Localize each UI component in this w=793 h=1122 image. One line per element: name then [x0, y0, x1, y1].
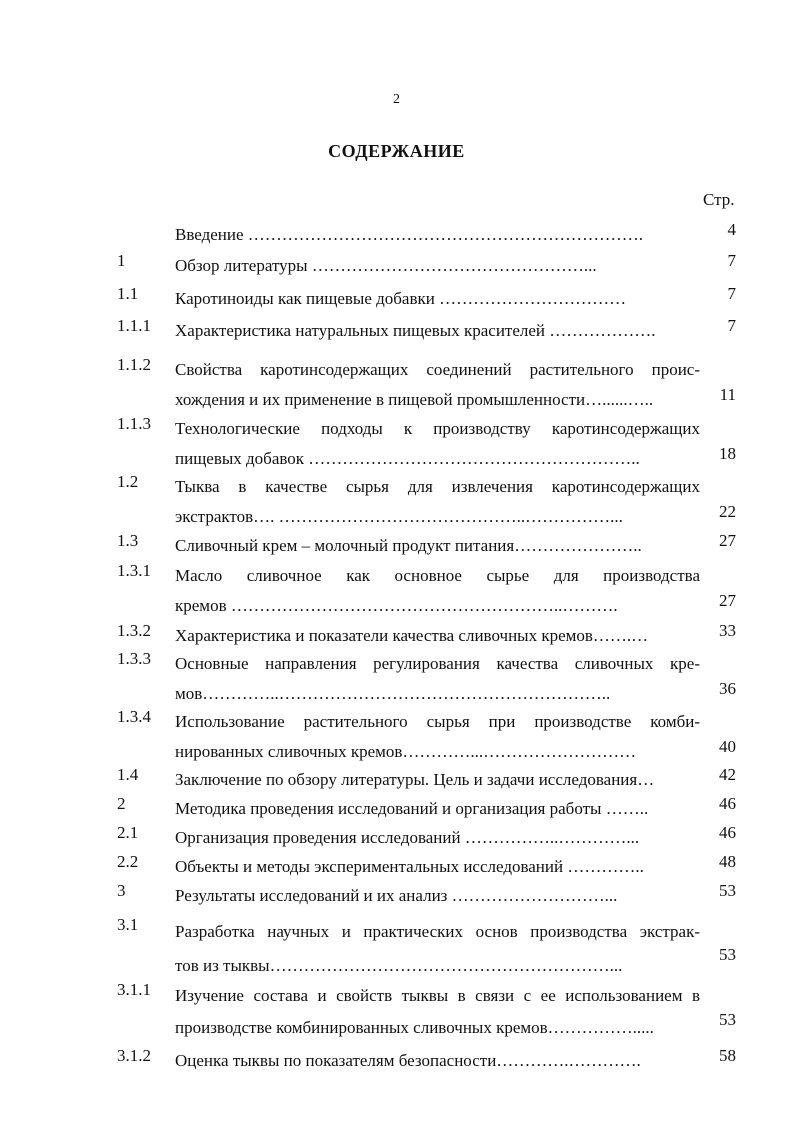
toc-entry-page: 53	[719, 881, 736, 900]
toc-entry-number: 1.1.3	[117, 414, 151, 433]
toc-entry-title: Характеристика натуральных пищевых красителей ……………….	[175, 321, 656, 340]
toc-entry-number: 3.1	[117, 915, 139, 934]
toc-entry-page: 22	[719, 502, 736, 521]
toc-entry-page: 18	[719, 444, 736, 463]
toc-entry-title: Технологические подходы к производству каротинсодержащих	[175, 419, 700, 438]
toc-entry-number: 3.1.1	[117, 980, 151, 999]
toc-entry-page: 53	[719, 945, 736, 964]
toc-entry-page: 36	[719, 679, 736, 698]
toc-entry-title: Характеристика и показатели качества сливочных кремов…….…	[175, 626, 649, 645]
toc-entry-page: 7	[727, 316, 736, 335]
toc-entry-title: Результаты исследований и их анализ ………………………...	[175, 886, 618, 905]
toc-entry-page: 4	[727, 220, 736, 239]
toc-entry-page: 7	[727, 284, 736, 303]
toc-entry-number: 2	[117, 794, 126, 813]
toc-entry-number: 3.1.2	[117, 1046, 151, 1065]
toc-entry-title: Методика проведения исследований и организация работы ……..	[175, 799, 649, 818]
toc-entry-page: 46	[719, 794, 736, 813]
toc-entry-title: Организация проведения исследований ……………..…………...	[175, 828, 640, 847]
toc-entry-title: Свойства каротинсодержащих соединений растительного проис-	[175, 360, 700, 379]
toc-entry-number: 3	[117, 881, 126, 900]
toc-entry-number: 1.3.3	[117, 649, 151, 668]
toc-entry-page: 27	[719, 531, 736, 550]
toc-entry-title: Введение …………………………………………………………….	[175, 225, 644, 244]
toc-entry-page: 48	[719, 852, 736, 871]
toc-entry-number: 1.1	[117, 284, 139, 303]
toc-entry-title: Масло сливочное как основное сырье для производства	[175, 566, 700, 585]
toc-entry-title-cont: мов…………..…………………………………………………..	[175, 684, 611, 703]
toc-entry-title: Разработка научных и практических основ производства экстрак-	[175, 922, 700, 941]
page-column-header: Стр.	[703, 190, 735, 209]
toc-entry-page: 46	[719, 823, 736, 842]
toc-entry-title: Каротиноиды как пищевые добавки ……………………………	[175, 289, 627, 308]
toc-entry-number: 1	[117, 251, 126, 270]
toc-entry-page: 53	[719, 1010, 736, 1029]
toc-entry-number: 1.1.2	[117, 355, 151, 374]
toc-entry-number: 1.4	[117, 765, 139, 784]
toc-entry-page: 42	[719, 765, 736, 784]
toc-entry-title-cont: кремов …………………………………………………..……….	[175, 596, 618, 615]
toc-entry-title-cont: хождения и их применение в пищевой промышленности…......…..	[175, 390, 654, 409]
toc-entry-page: 11	[719, 385, 736, 404]
toc-entry-title: Обзор литературы …………………………………………...	[175, 256, 597, 275]
toc-entry-number: 1.2	[117, 472, 139, 491]
page-title: СОДЕРЖАНИЕ	[328, 141, 465, 161]
toc-entry-title-cont: нированных сливочных кремов…………...………………………	[175, 742, 637, 761]
toc-entry-number: 1.3.1	[117, 561, 151, 580]
toc-entry-title: Оценка тыквы по показателям безопасности………….………….	[175, 1051, 641, 1070]
toc-entry-number: 2.1	[117, 823, 139, 842]
toc-entry-page: 27	[719, 591, 736, 610]
toc-entry-number: 1.1.1	[117, 316, 151, 335]
toc-entry-title-cont: тов из тыквы……………………………………………………...	[175, 956, 623, 975]
toc-entry-title-cont: экстрактов…. ……………………………………..……………...	[175, 507, 623, 526]
toc-entry-number: 1.3.4	[117, 707, 151, 726]
toc-entry-title-cont: производстве комбинированных сливочных кремов…………….....	[175, 1018, 654, 1037]
toc-entry-title: Сливочный крем – молочный продукт питания…………………..	[175, 536, 642, 555]
toc-entry-title-cont: пищевых добавок …………………………………………………..	[175, 449, 640, 468]
toc-entry-title: Изучение состава и свойств тыквы в связи с ее использованием в	[175, 986, 700, 1005]
toc-entry-number: 1.3.2	[117, 621, 151, 640]
toc-entry-number: 2.2	[117, 852, 139, 871]
toc-entry-title: Использование растительного сырья при производстве комби-	[175, 712, 700, 731]
toc-entry-title: Тыква в качестве сырья для извлечения каротинсодержащих	[175, 477, 700, 496]
toc-entry-page: 40	[719, 737, 736, 756]
toc-entry-page: 58	[719, 1046, 736, 1065]
toc-entry-title: Основные направления регулирования качества сливочных кре-	[175, 654, 700, 673]
toc-entry-page: 33	[719, 621, 736, 640]
toc-entry-title: Объекты и методы экспериментальных исследований …………..	[175, 857, 644, 876]
toc-entry-number: 1.3	[117, 531, 139, 550]
toc-entry-page: 7	[727, 251, 736, 270]
page-number: 2	[393, 92, 400, 107]
toc-entry-title: Заключение по обзору литературы. Цель и задачи исследования…	[175, 770, 655, 789]
